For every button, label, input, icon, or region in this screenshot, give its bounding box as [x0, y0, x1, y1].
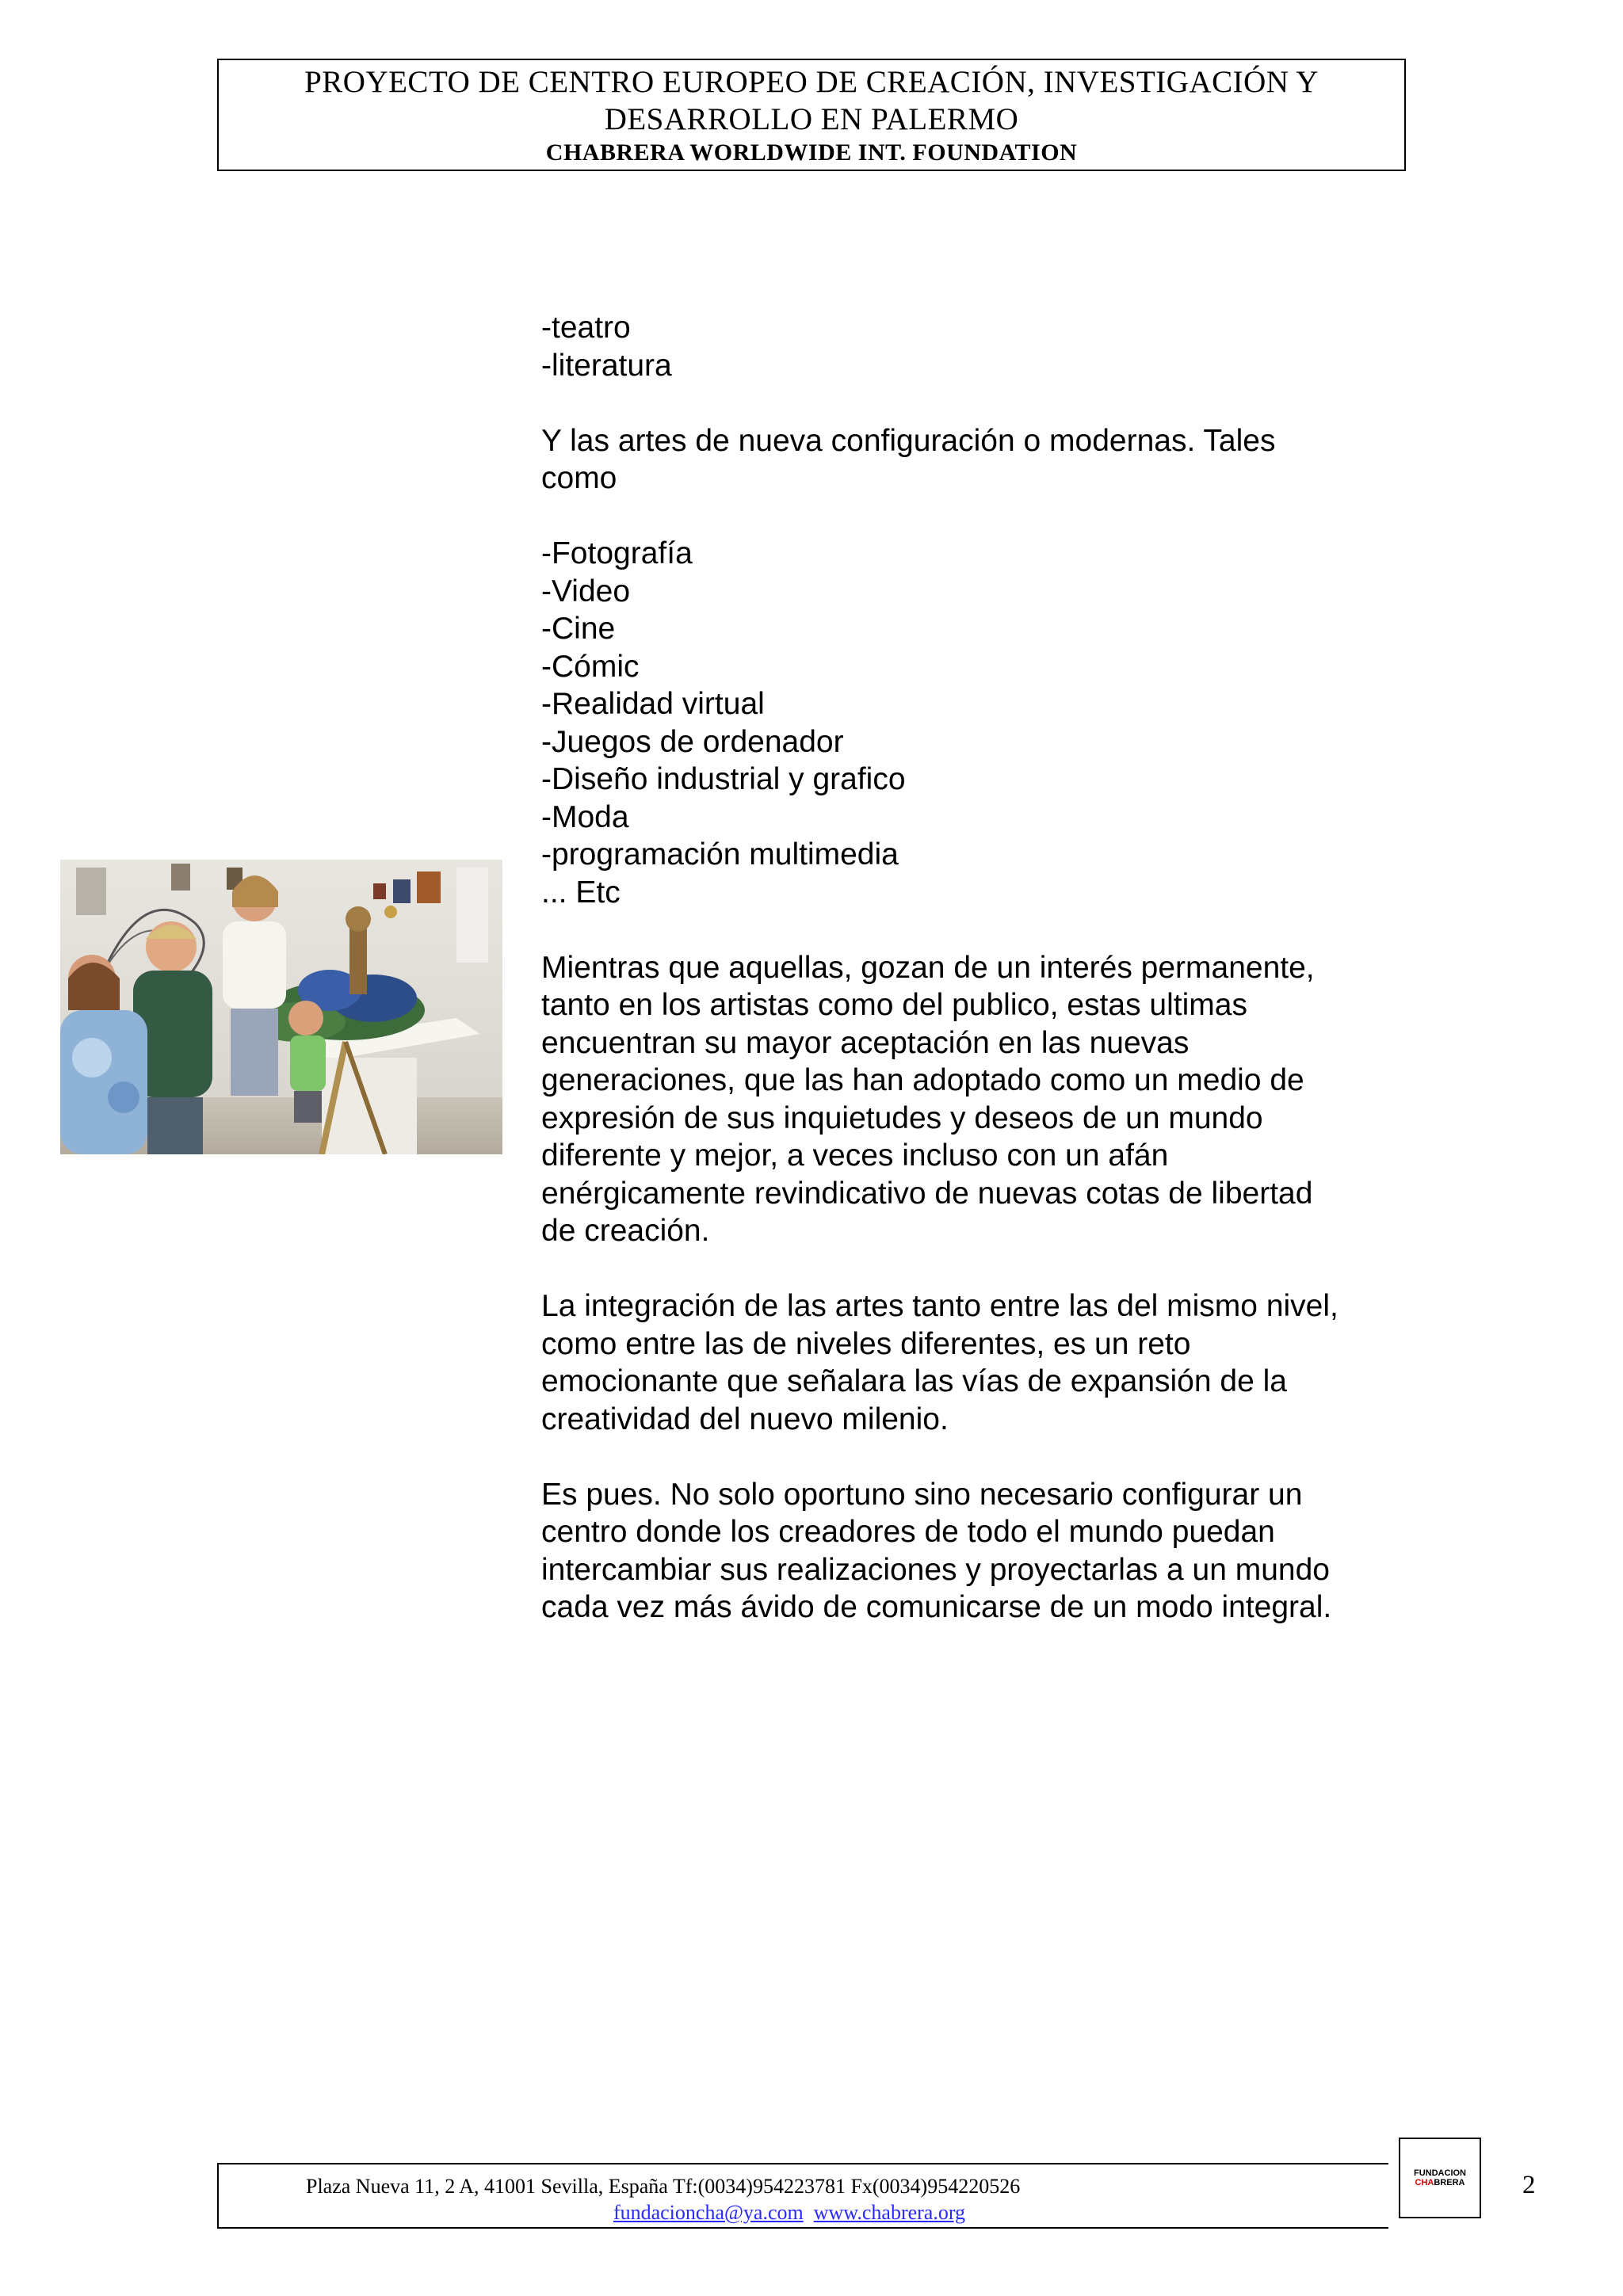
foundation-logo: FUNDACION CHABRERA	[1399, 2138, 1481, 2218]
footer-links	[219, 2201, 1360, 2225]
website-link[interactable]: www.chabrera.org	[813, 2201, 966, 2224]
header-foundation-name: CHABRERA WORLDWIDE INT. FOUNDATION	[545, 139, 1078, 166]
list-item: -teatro	[541, 311, 631, 345]
list-item: -literatura	[541, 348, 672, 383]
intro-paragraph: Y las artes de nueva configuración o modernas. Tales como	[541, 423, 1276, 495]
traditional-arts-list	[541, 309, 1429, 384]
list-item: ... Etc	[541, 875, 621, 910]
document-header	[217, 59, 1406, 171]
list-item: -Moda	[541, 799, 629, 834]
email-link[interactable]: fundacioncha@ya.com	[613, 2201, 804, 2224]
paragraph-integration: La integración de las artes tanto entre las del mismo nivel, como entre las de niveles diferentes, es un reto emocionante que señalara las vías de expansión de la creatividad del nuevo milenio.	[541, 1289, 1338, 1436]
list-item: -programación multimedia	[541, 837, 899, 871]
list-item: -Juegos de ordenador	[541, 724, 844, 759]
paragraph-conclusion: Es pues. No solo oportuno sino necesario configurar un centro donde los creadores de todo el mundo puedan intercambiar sus realizaciones y proyectarlas a un mundo cada vez más ávido de comunicarse de un modo integral.	[541, 1477, 1332, 1624]
list-item: -Diseño industrial y grafico	[541, 762, 906, 796]
list-item: -Fotografía	[541, 536, 693, 570]
list-item: -Cómic	[541, 649, 640, 684]
children-art-exhibition-photo	[60, 860, 502, 1154]
list-item: -Realidad virtual	[541, 687, 765, 721]
paragraph-interest: Mientras que aquellas, gozan de un interés permanente, tanto en los artistas como del publico, estas ultimas encuentran su mayor aceptación en las nuevas generaciones, que las han adoptado como un medio de expresión de sus inquietudes y deseos de un mundo diferente y mejor, a veces incluso con un afán enérgicamente revindicativo de nuevas cotas de libertad de creación.	[541, 950, 1315, 1248]
modern-arts-list	[541, 535, 1429, 911]
main-content	[541, 309, 1429, 1627]
header-title-line2: DESARROLLO EN PALERMO	[604, 102, 1019, 136]
list-item: -Video	[541, 574, 631, 608]
page-number: 2	[1522, 2171, 1536, 2199]
list-item: -Cine	[541, 612, 616, 646]
header-title-line1: PROYECTO DE CENTRO EUROPEO DE CREACIÓN, INVESTIGACIÓN Y	[304, 65, 1319, 99]
footer-address: Plaza Nueva 11, 2 A, 41001 Sevilla, España Tf:(0034)954223781 Fx(0034)954220526	[306, 2175, 1021, 2198]
